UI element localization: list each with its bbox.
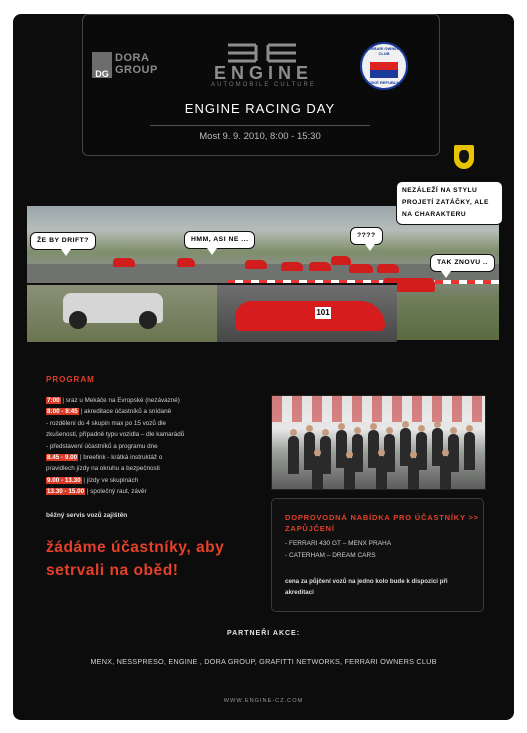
event-title: ENGINE RACING DAY — [184, 101, 336, 116]
dg-name2: GROUP — [115, 64, 158, 76]
program-text: - rozdělení do 4 skupin max po 15 vozů dle — [46, 419, 167, 427]
photo-banner — [272, 396, 485, 422]
program-text: | jízdy ve skupinách — [81, 476, 139, 484]
program-text: - představení účastníků a programu dne — [46, 442, 158, 450]
program-time: 7:00 — [47, 397, 60, 404]
person — [440, 456, 451, 490]
engine-logo — [196, 43, 331, 89]
car-number: 101 — [316, 308, 330, 317]
engine-subtitle: AUTOMOBILE CULTURE — [211, 82, 316, 88]
ferrari-car — [235, 301, 385, 331]
service-note: běžný servis vozů zajištěn — [46, 512, 128, 519]
track-car — [281, 262, 303, 271]
program-text: | akreditace účastníků a snídaně — [78, 408, 172, 416]
person — [376, 456, 387, 490]
track-car — [177, 258, 195, 267]
program-time: 8:00 - 8:45 — [47, 408, 78, 416]
website-link[interactable]: WWW.ENGINE-CZ.COM — [223, 698, 304, 704]
dg-text — [115, 52, 158, 76]
dg-mark: DG — [92, 52, 112, 78]
person — [464, 432, 475, 470]
person — [288, 436, 299, 474]
foc-bottom-text: ČESKÉ REPUBLIKY — [364, 80, 403, 85]
program-item — [46, 406, 268, 417]
ferrari-photo — [217, 283, 397, 342]
partners-list: MENX, NESSPRESO, ENGINE , DORA GROUP, GRAFITTI NETWORKS, FERRARI OWNERS CLUB — [90, 657, 437, 666]
event-date: Most 9. 9. 2010, 8:00 - 15:30 — [199, 131, 321, 142]
speech-bubble-hmm: HMM, ASI NE ... — [184, 231, 255, 249]
caterham-photo — [27, 283, 219, 342]
person — [344, 458, 355, 490]
speech-bubble-character: NEZÁLEŽÍ NA STYLU PROJETÍ ZATÁČKY, ALE NA CHARAKTERU — [396, 181, 503, 225]
group-photo — [271, 395, 486, 490]
program-item — [46, 475, 268, 486]
lunch-call: žádáme účastníky, aby setrvali na oběd! — [46, 539, 225, 579]
program-text: | breefink - krátká instruktáž o — [78, 454, 163, 462]
foc-top-text: FERRARI OWNERS CLUB — [365, 46, 403, 56]
program-item — [46, 452, 268, 463]
offer-item-ferrari: - FERRARI 430 GT – MENX PRAHA — [285, 540, 392, 547]
ferrari-horse-icon — [454, 145, 474, 169]
offer-item-caterham: - CATERHAM – DREAM CARS — [285, 552, 376, 559]
engine-word: ENGINE — [213, 63, 313, 83]
program-item — [46, 486, 268, 497]
track-car — [245, 260, 267, 269]
program-text: zkušenosti, případně typu vozidla – dle kamarádů — [46, 431, 185, 439]
speech-bubble-again: TAK ZNOVU .. — [430, 254, 495, 272]
partners-title: PARTNEŘI AKCE: — [226, 630, 301, 637]
program-item — [46, 395, 268, 406]
program-item — [46, 463, 268, 474]
dora-group-logo — [92, 52, 174, 80]
program-time: 13.30 - 15.00 — [47, 488, 85, 496]
track-car — [377, 264, 399, 273]
track-car — [349, 264, 373, 273]
flag-red-stripe — [370, 62, 398, 70]
program-item — [46, 429, 268, 440]
program-text: | společný raut, závěr — [85, 488, 147, 496]
engine-mark-icon — [226, 43, 298, 63]
program-item — [46, 418, 268, 429]
ferrari-owners-club-logo — [360, 42, 408, 90]
track-car — [331, 256, 351, 265]
program-time: 9.00 - 13.30 — [47, 476, 81, 484]
track-car — [113, 258, 135, 267]
offer-title: DOPROVODNÁ NABÍDKA PRO ÚČASTNÍKY >> ZAPŮJČENÍ — [285, 513, 479, 533]
flag-blue-stripe — [370, 70, 398, 78]
program-list — [46, 395, 268, 498]
program-text: | sraz u Mekáče na Evropské (nezávazné) — [60, 397, 180, 404]
caterham-car — [63, 293, 163, 323]
program-text: pravidlech jízdy na okruhu a bezpečnosti — [46, 465, 160, 473]
person — [408, 458, 419, 490]
dg-name: DORA — [115, 52, 150, 64]
program-title: PROGRAM — [46, 375, 95, 384]
track-car — [309, 262, 331, 271]
program-time: 8.45 - 9.00 — [47, 454, 78, 462]
speech-bubble-drift: ŽE BY DRIFT? — [30, 232, 96, 250]
speech-bubble-question: ???? — [350, 227, 383, 245]
person — [312, 456, 323, 490]
header-divider — [150, 125, 370, 126]
program-item — [46, 441, 268, 452]
offer-note: cena za půjčení vozů na jedno kolo bude k dispozici při akreditaci — [285, 578, 448, 596]
